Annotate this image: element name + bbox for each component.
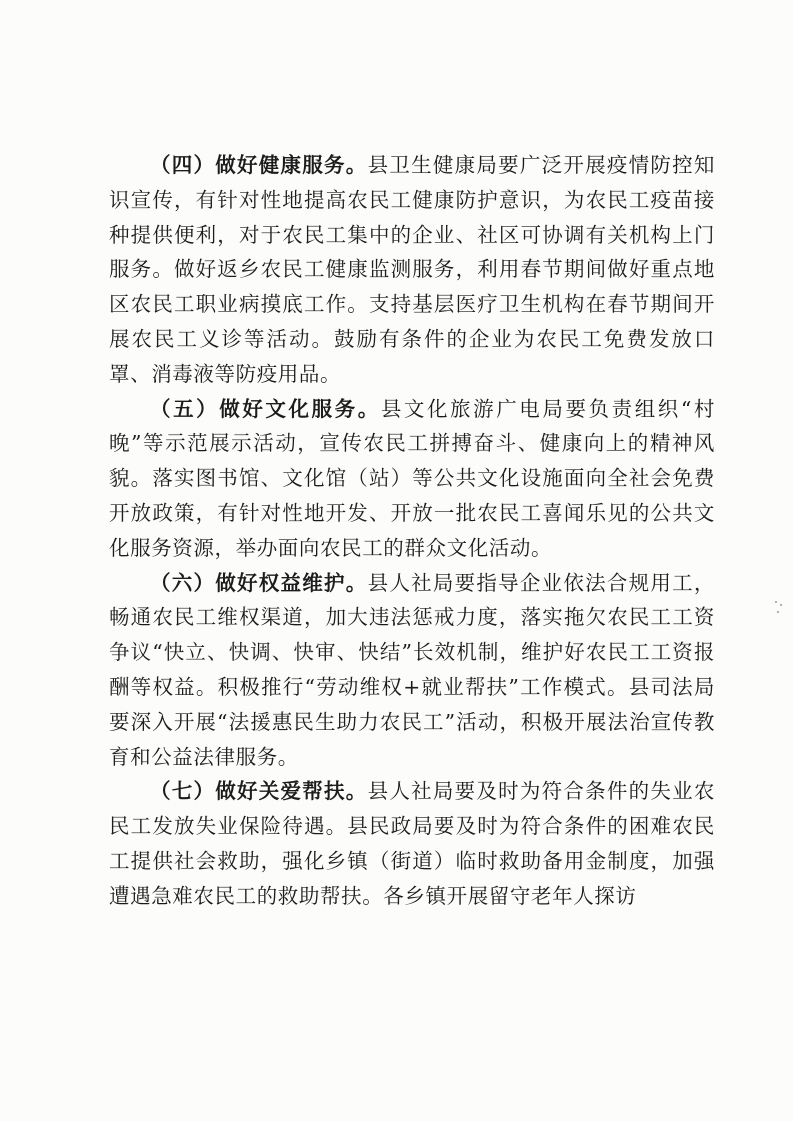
paragraph-care-assistance bbox=[109, 774, 715, 913]
paragraph-heading: （五）做好文化服务。 bbox=[150, 396, 381, 421]
paragraph-text: 县人社局要及时为符合条件的失业农民工发放失业保险待遇。县民政局要及时为符合条件的困难农民工提供社会救助，强化乡镇（街道）临时救助备用金制度，加强遭遇急难农民工的救助帮扶。各乡镇开展留守老年人探访 bbox=[109, 779, 715, 908]
paragraph-health-service bbox=[109, 148, 715, 392]
paragraph-text: 县卫生健康局要广泛开展疫情防控知识宣传，有针对性地提高农民工健康防护意识，为农民工疫苗接种提供便利，对于农民工集中的企业、社区可协调有关机构上门服务。做好返乡农民工健康监测服务，利用春节期间做好重点地区农民工职业病摸底工作。支持基层医疗卫生机构在春节期间开展农民工义诊等活动。鼓励有条件的企业为农民工免费发放口罩、消毒液等防疫用品。 bbox=[109, 153, 715, 386]
document-body bbox=[109, 148, 715, 914]
paragraph-heading: （七）做好关爱帮扶。 bbox=[150, 779, 368, 804]
paragraph-rights-protection bbox=[109, 566, 715, 775]
paragraph-text: 县文化旅游广电局要负责组织“村晚”等示范展示活动，宣传农民工拼搏奋斗、健康向上的精神风貌。落实图书馆、文化馆（站）等公共文化设施面向全社会免费开放政策，有针对性地开发、开放一批农民工喜闻乐见的公共文化服务资源，举办面向农民工的群众文化活动。 bbox=[109, 396, 716, 560]
scan-speck-mark bbox=[775, 601, 783, 615]
paragraph-heading: （四）做好健康服务。 bbox=[150, 153, 368, 177]
paragraph-heading: （六）做好权益维护。 bbox=[150, 570, 368, 595]
paragraph-text: 县人社局要指导企业依法合规用工，畅通农民工维权渠道，加大违法惩戒力度，落实拖欠农民工工资争议“快立、快调、快审、快结”长效机制，维护好农民工工资报酬等权益。积极推行“劳动维权+就业帮扶”工作模式。县司法局要深入开展“法援惠民生助力农民工”活动，积极开展法治宣传教育和公益法律服务。 bbox=[109, 570, 715, 769]
paragraph-culture-service bbox=[109, 392, 715, 566]
